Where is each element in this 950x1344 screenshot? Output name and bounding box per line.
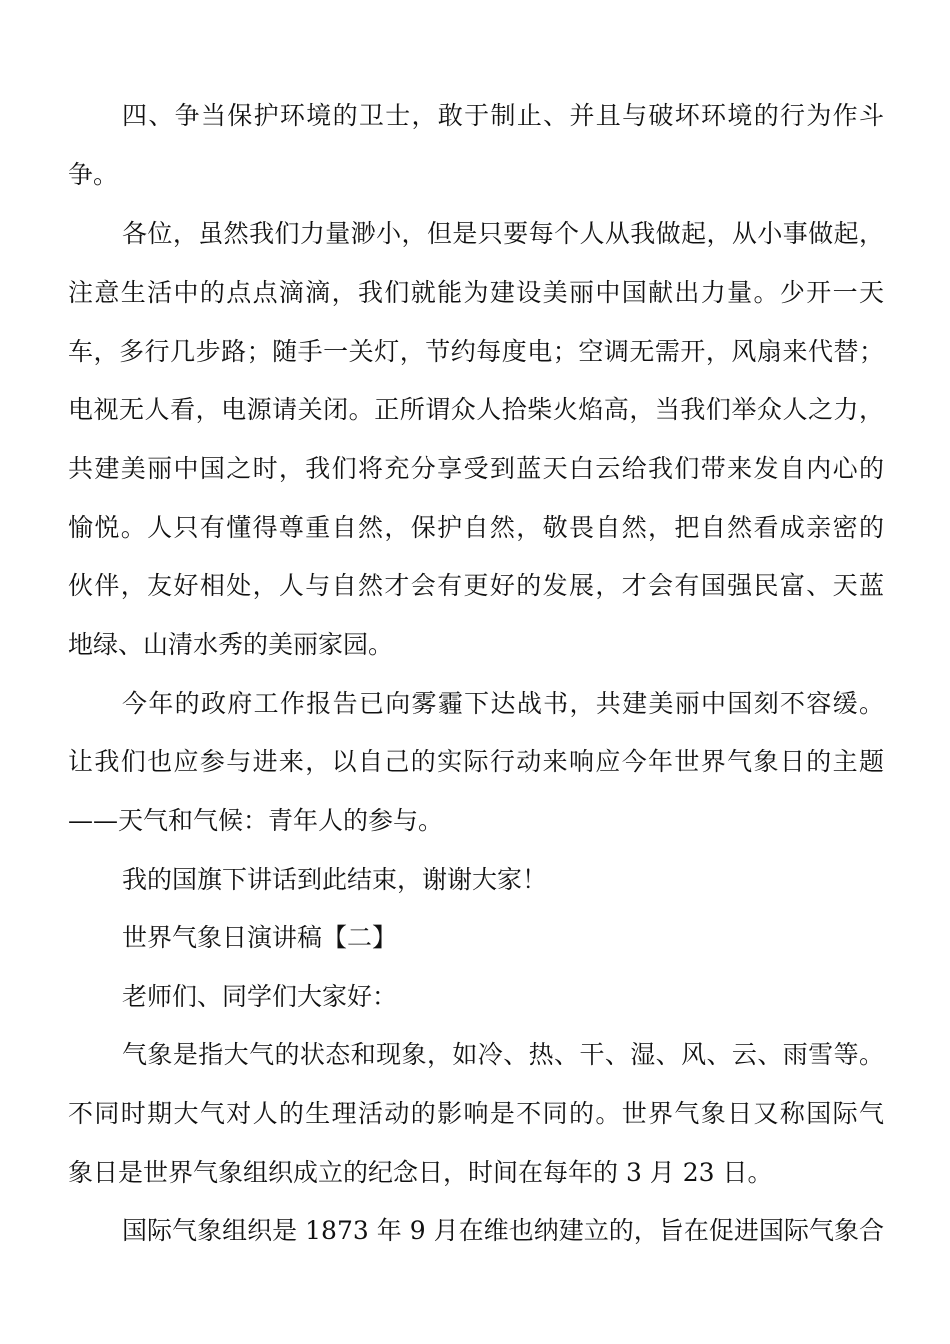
paragraph-line: 伙伴，友好相处，人与自然才会有更好的发展，才会有国强民富、天蓝 (68, 571, 884, 600)
paragraph-line: 争。 (68, 160, 119, 189)
paragraph-line: ——天气和气候：青年人的参与。 (68, 806, 444, 835)
paragraph-line: 各位，虽然我们力量渺小，但是只要每个人从我做起，从小事做起， (122, 219, 884, 248)
paragraph-line: 共建美丽中国之时，我们将充分享受到蓝天白云给我们带来发自内心的 (68, 454, 884, 483)
section-heading: 世界气象日演讲稿【二】 (122, 923, 398, 952)
paragraph-line: 今年的政府工作报告已向雾霾下达战书，共建美丽中国刻不容缓。 (122, 689, 884, 718)
paragraph-line: 不同时期大气对人的生理活动的影响是不同的。世界气象日又称国际气 (68, 1099, 884, 1128)
paragraph-line: 我的国旗下讲话到此结束，谢谢大家！ (122, 865, 548, 894)
paragraph-line: 象日是世界气象组织成立的纪念日，时间在每年的 3 月 23 日。 (68, 1158, 773, 1187)
greeting-line: 老师们、同学们大家好： (122, 982, 398, 1011)
paragraph-line: 气象是指大气的状态和现象，如冷、热、干、湿、风、云、雨雪等。 (122, 1040, 884, 1069)
paragraph-line: 国际气象组织是 1873 年 9 月在维也纳建立的，旨在促进国际气象合 (122, 1216, 884, 1245)
paragraph-line: 车，多行几步路；随手一关灯，节约每度电；空调无需开，风扇来代替； (68, 337, 884, 366)
paragraph-line: 地绿、山清水秀的美丽家园。 (68, 630, 394, 659)
paragraph-line: 注意生活中的点点滴滴，我们就能为建设美丽中国献出力量。少开一天 (68, 278, 884, 307)
paragraph-line: 电视无人看，电源请关闭。正所谓众人拾柴火焰高，当我们举众人之力， (68, 395, 884, 424)
paragraph-line: 让我们也应参与进来，以自己的实际行动来响应今年世界气象日的主题 (68, 747, 884, 776)
paragraph-line: 四、争当保护环境的卫士，敢于制止、并且与破坏环境的行为作斗 (122, 101, 884, 130)
paragraph-line: 愉悦。人只有懂得尊重自然，保护自然，敬畏自然，把自然看成亲密的 (68, 513, 884, 542)
